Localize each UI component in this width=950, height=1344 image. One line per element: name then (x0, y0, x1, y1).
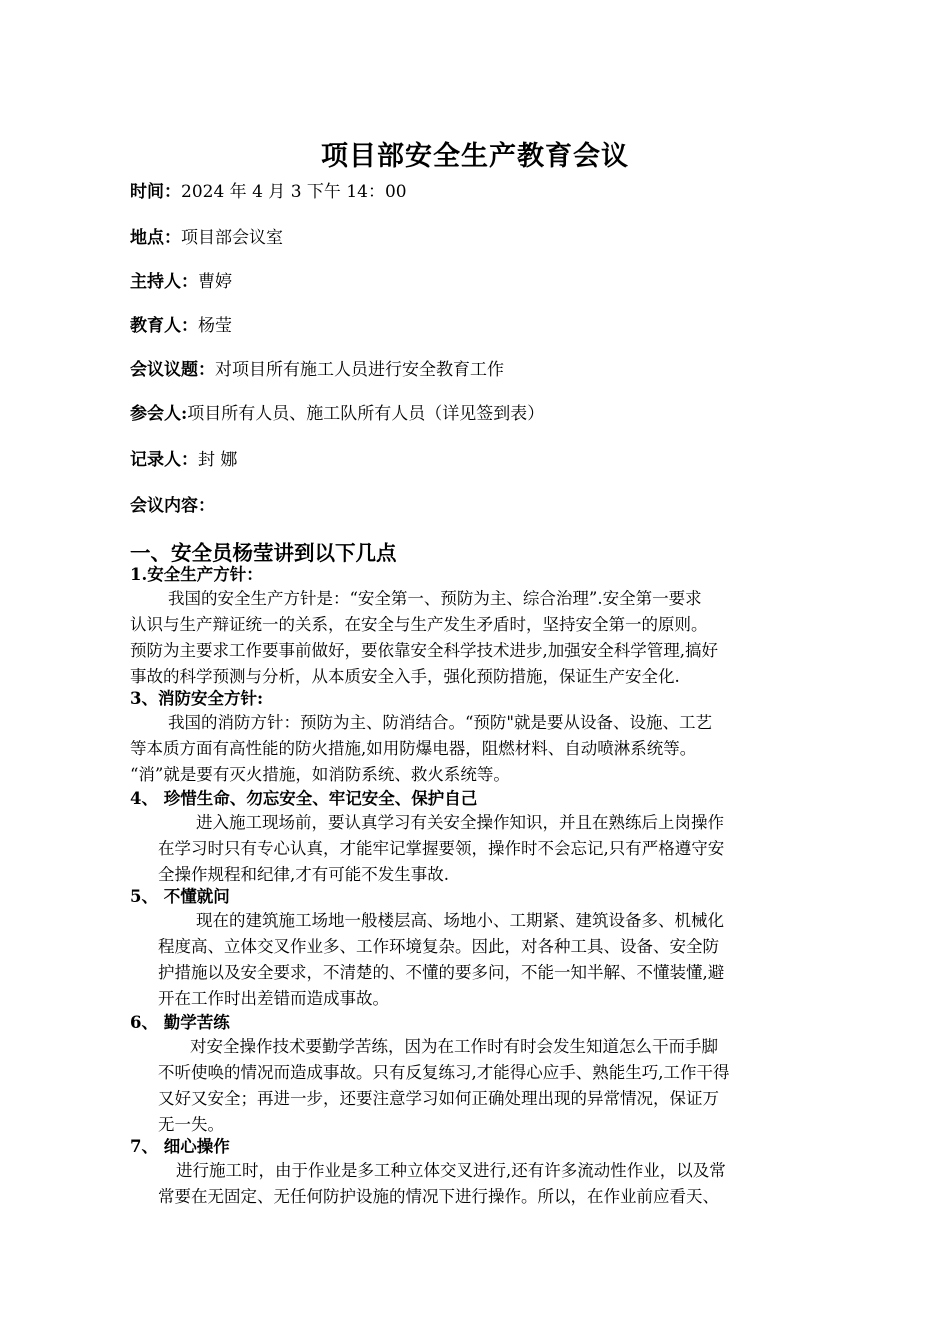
meta-educator (130, 314, 232, 338)
meta-recorder (130, 448, 237, 472)
meta-host (130, 270, 232, 294)
document-title: 项目部安全生产教育会议 (321, 141, 629, 172)
meta-content (130, 494, 215, 518)
section-4-body (158, 810, 724, 888)
place-label: 地点： (130, 228, 181, 248)
recorder-label: 记录人： (130, 450, 198, 470)
section-5-line: 开在工作时出差错而造成事故。 (158, 989, 389, 1008)
meta-place (130, 226, 283, 250)
section-6-line: 又好又安全；再进一步，还要注意学习如何正确处理出现的异常情况，保证万 (158, 1089, 719, 1108)
section-6-line: 不听使唤的情况而造成事故。只有反复练习,才能得心应手、熟能生巧,工作干得 (158, 1063, 730, 1082)
time-value: 2024 年 4 月 3 下午 14：00 (181, 182, 407, 202)
place-value: 项目部会议室 (181, 228, 283, 248)
section-4-line: 在学习时只有专心认真，才能牢记掌握要领，操作时不会忘记,只有严格遵守安 (158, 839, 725, 858)
recorder-value: 封 娜 (198, 450, 238, 470)
section-5-line: 现在的建筑施工场地一般楼层高、场地小、工期紧、建筑设备多、机械化 (196, 911, 724, 930)
section-6-line: 无一失。 (158, 1115, 224, 1134)
section-7-line: 进行施工时，由于作业是多工种立体交叉进行,还有许多流动性作业，以及常 (176, 1161, 726, 1180)
section-4-line: 全操作规程和纪律,才有可能不发生事故. (158, 865, 449, 884)
section-3-line: “消”就是要有灭火措施，如消防系统、救火系统等。 (130, 765, 510, 784)
section-1-line: 认识与生产辩证统一的关系，在安全与生产发生矛盾时，坚持安全第一的原则。 (130, 615, 708, 634)
section-1-line: 我国的安全生产方针是：“安全第一、预防为主、综合治理”.安全第一要求 (168, 589, 702, 608)
attendees-value: 项目所有人员、施工队所有人员（详见签到表） (187, 404, 545, 424)
meta-attendees (130, 402, 544, 426)
section-5-line: 护措施以及安全要求，不清楚的、不懂的要多问，不能一知半解、不懂装懂,避 (158, 963, 725, 982)
meta-topic (130, 358, 504, 382)
educator-label: 教育人： (130, 316, 198, 336)
time-label: 时间： (130, 182, 181, 202)
section-3-line: 等本质方面有高性能的防火措施,如用防爆电器，阻燃材料、自动喷淋系统等。 (130, 739, 697, 758)
section-3-line: 我国的消防方针：预防为主、防消结合。“预防"就是要从设备、设施、工艺 (168, 713, 713, 732)
host-value: 曹婷 (198, 272, 232, 292)
section-7-heading: 7、 细心操作 (130, 1137, 230, 1156)
section-1-line: 事故的科学预测与分析，从本质安全入手，强化预防措施，保证生产安全化. (130, 667, 680, 686)
section-7-body (158, 1158, 726, 1210)
section-heading: 一、安全员杨莹讲到以下几点 (130, 541, 397, 565)
section-3-body (130, 710, 712, 788)
content-label: 会议内容： (130, 496, 215, 516)
section-5-line: 程度高、立体交叉作业多、工作环境复杂。因此，对各种工具、设备、安全防 (158, 937, 719, 956)
topic-value: 对项目所有施工人员进行安全教育工作 (215, 360, 504, 380)
section-6-line: 对安全操作技术要勤学苦练，因为在工作时有时会发生知道怎么干而手脚 (190, 1037, 718, 1056)
section-1-heading: 1.安全生产方针： (130, 565, 263, 584)
attendees-label: 参会人: (130, 404, 188, 424)
section-6-body (158, 1034, 730, 1138)
section-4-line: 进入施工现场前，要认真学习有关安全操作知识，并且在熟练后上岗操作 (196, 813, 724, 832)
educator-value: 杨莹 (198, 316, 232, 336)
meta-time (130, 180, 407, 204)
section-1-body (130, 586, 718, 690)
section-6-heading: 6、 勤学苦练 (130, 1013, 230, 1032)
section-7-line: 常要在无固定、无任何防护设施的情况下进行操作。所以，在作业前应看天、 (158, 1187, 719, 1206)
section-1-line: 预防为主要求工作要事前做好，要依靠安全科学技术进步,加强安全科学管理,搞好 (130, 641, 718, 660)
topic-label: 会议议题： (130, 360, 215, 380)
section-5-body (158, 908, 724, 1012)
host-label: 主持人： (130, 272, 198, 292)
section-4-heading: 4、 珍惜生命、勿忘安全、牢记安全、保护自己 (130, 789, 478, 808)
section-5-heading: 5、 不懂就问 (130, 887, 230, 906)
section-3-heading: 3、消防安全方针: (130, 689, 264, 708)
